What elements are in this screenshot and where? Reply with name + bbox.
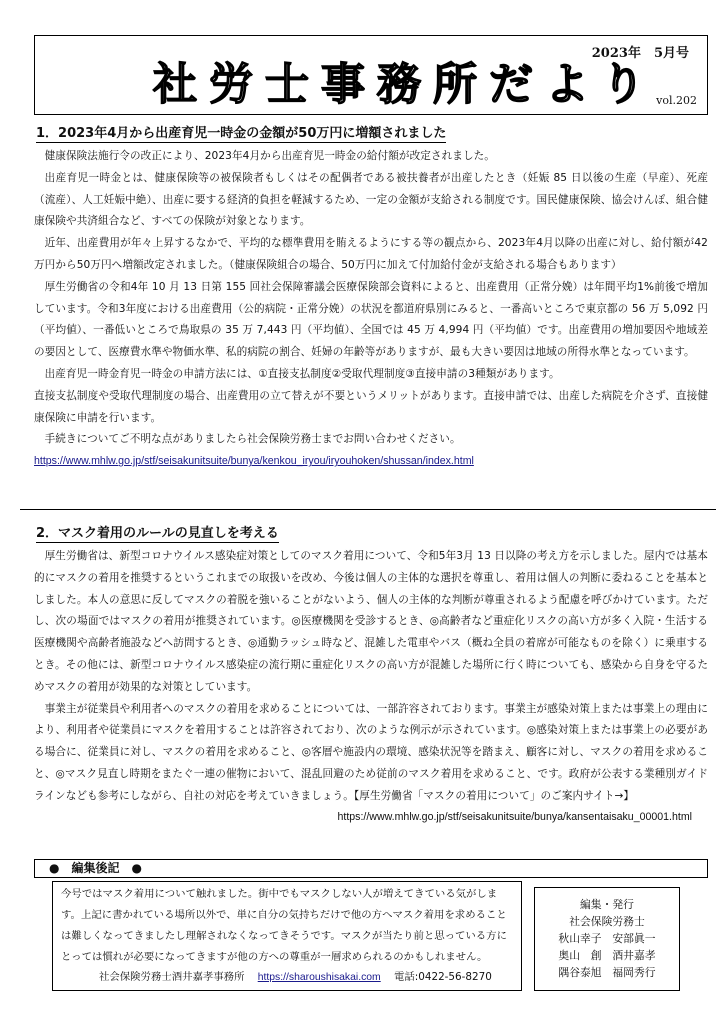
editor-box bbox=[534, 887, 680, 991]
paragraph: 健康保険法施行令の改正により、2023年4月から出産育児一時金の給付額が改定されました。 bbox=[44, 150, 495, 162]
section-divider bbox=[20, 509, 716, 510]
section-mask-rules bbox=[34, 522, 708, 826]
section-birth-allowance bbox=[34, 122, 708, 473]
mhlw-mask-link[interactable]: https://www.mhlw.go.jp/stf/seisakunitsuite/bunya/kansentaisaku_00001.html bbox=[337, 810, 692, 823]
paragraph: 事業主が従業員や利用者へのマスクの着用を求めることについては、一部許容されております。事業主が感染対策上または事業上の理由により、利用者や従業員にマスクを着用することは許容されており、次のような例示が示されています。◎感染対策上または事業上の必要がある場合に、従業員に対し、マスクの着用を求めること、◎客層や施設内の環境、感染状況等を踏まえ、顧客に対し、マスクの着用を求めること、◎マスク見直し時期をまたぐ一連の催物において、混乱回避のため従前のマスク着用を求めること、です。政府が公表する業種別ガイドラインなども参考にしながら、自社の対応を考えていきましょう。【厚生労働省「マスクの着用について」のご案内サイト→】 bbox=[34, 702, 708, 802]
mhlw-birth-link[interactable]: https://www.mhlw.go.jp/stf/seisakunitsuite/bunya/kenkou_iryou/iryouhoken/shussan/index.html bbox=[34, 455, 474, 468]
issue-volume: vol.202 bbox=[656, 94, 697, 107]
section-2-heading: 2．マスク着用のルールの見直しを考える bbox=[36, 526, 279, 541]
postscript-box bbox=[52, 881, 522, 991]
postscript-text: 今号ではマスク着用について触れました。街中でもマスクしない人が増えてきている気がします。上記に書かれている場所以外で、単に自分の気持ちだけで他の方へマスク着用を求めることは難しくなってきましたし理解されなくなってきそうです。マスクが当たり前と思っている方にとっては慣れが必要になってきますが他の方への尊重が一層求められるのかもしれません。 bbox=[61, 888, 507, 963]
paragraph: 近年、出産費用が年々上昇するなかで、平均的な標準費用を賄えるようにする等の観点から、2023年4月以降の出産に対し、給付額が42万円から50万円へ増額改定されました。（健康保険組合の場合、50万円に加えて付加給付金が支給される場合もあります） bbox=[34, 237, 708, 271]
issue-date: 2023年 5月号 bbox=[591, 46, 689, 61]
editor-names-3: 隅谷泰旭 福岡秀行 bbox=[558, 966, 656, 979]
office-contact bbox=[61, 968, 513, 987]
paragraph: 直接支払制度や受取代理制度の場合、出産費用の立て替えが不要というメリットがあります。直接申請では、出産した病院を介さず、直接健康保険に申請を行います。 bbox=[34, 389, 708, 424]
newsletter-title: 社労士事務所だより bbox=[153, 59, 657, 110]
section-1-heading: 1．2023年4月から出産育児一時金の金額が50万円に増額されました bbox=[36, 126, 447, 141]
paragraph: 出産育児一時金育児一時金の申請方法には、①直接支払制度②受取代理制度③直接申請の3種類があります。 bbox=[44, 367, 560, 380]
office-website-link[interactable]: https://sharoushisakai.com bbox=[257, 972, 381, 983]
editor-title: 編集・発行 bbox=[580, 898, 634, 911]
paragraph: 厚生労働省の令和4年 10 月 13 日第 155 回社会保障審議会医療保険部会資料によると、出産費用（正常分娩）は年間平均1%前後で増加しています。令和3年度における出産費用（公的病院・正常分娩）の状況を都道府県別にみると、一番高いところで東京都の 56 万 5,092 円（平均値）、一番低いところで鳥取県の 35 万 7,443 円（平均値）、全国では 45 万 4,994 円（平均値）です。出産費用の増加要因や地域差の要因として、医療費水準や物価水準、私的病院の割合、妊婦の年齢等がありますが、最も大きい要因は地域の所得水準となっています。 bbox=[34, 280, 708, 359]
paragraph: 手続きについてご不明な点がありましたら社会保険労務士までお問い合わせください。 bbox=[44, 433, 461, 446]
editor-org: 社会保険労務士 bbox=[569, 915, 645, 928]
office-phone: 電話:0422-56-8270 bbox=[393, 971, 492, 983]
paragraph: 厚生労働省は、新型コロナウイルス感染症対策としてのマスク着用について、令和5年3月 13 日以降の考え方を示しました。屋内では基本的にマスクの着用を推奨するというこれまでの取扱いを改め、今後は個人の主体的な選択を尊重し、着用は個人の判断に委ねることを基本としました。本人の意思に反してマスクの着脱を強いることがないよう、個人の主体的な判断が尊重されるよう配慮を呼びかけています。ただし、次の場面ではマスクの着用が推奨されています。◎医療機関を受診するとき、◎高齢者など重症化リスクの高い方が多く入院・生活する医療機関や高齢者施設などへ訪問するとき、◎通勤ラッシュ時など、混雑した電車やバス（概ね全員の着席が可能なものを除く）に乗車するとき。その他には、新型コロナウイルス感染症の流行期に重症化リスクの高い方が混雑した場所に行く時についても、感染から自身を守るためマスクの着用が効果的な対策としています。 bbox=[34, 550, 708, 693]
editor-names-1: 秋山幸子 安部眞一 bbox=[558, 932, 656, 945]
postscript-heading: ● 編集後記 ● bbox=[34, 859, 708, 878]
office-name: 社会保険労務士酒井嘉孝事務所 bbox=[99, 971, 245, 983]
masthead bbox=[34, 35, 708, 115]
editor-names-2: 奥山 創 酒井嘉孝 bbox=[558, 949, 656, 962]
paragraph: 出産育児一時金とは、健康保険等の被保険者もしくはその配偶者である被扶養者が出産したとき（妊娠 85 日以後の生産（早産）、死産（流産）、人工妊娠中絶）、出産に要する経済的負担を軽減するため、一定の金額が支給される制度です。国民健康保険、協会けんぽ、組合健康保険や共済組合など、すべての保険が対象となります。 bbox=[34, 171, 708, 228]
